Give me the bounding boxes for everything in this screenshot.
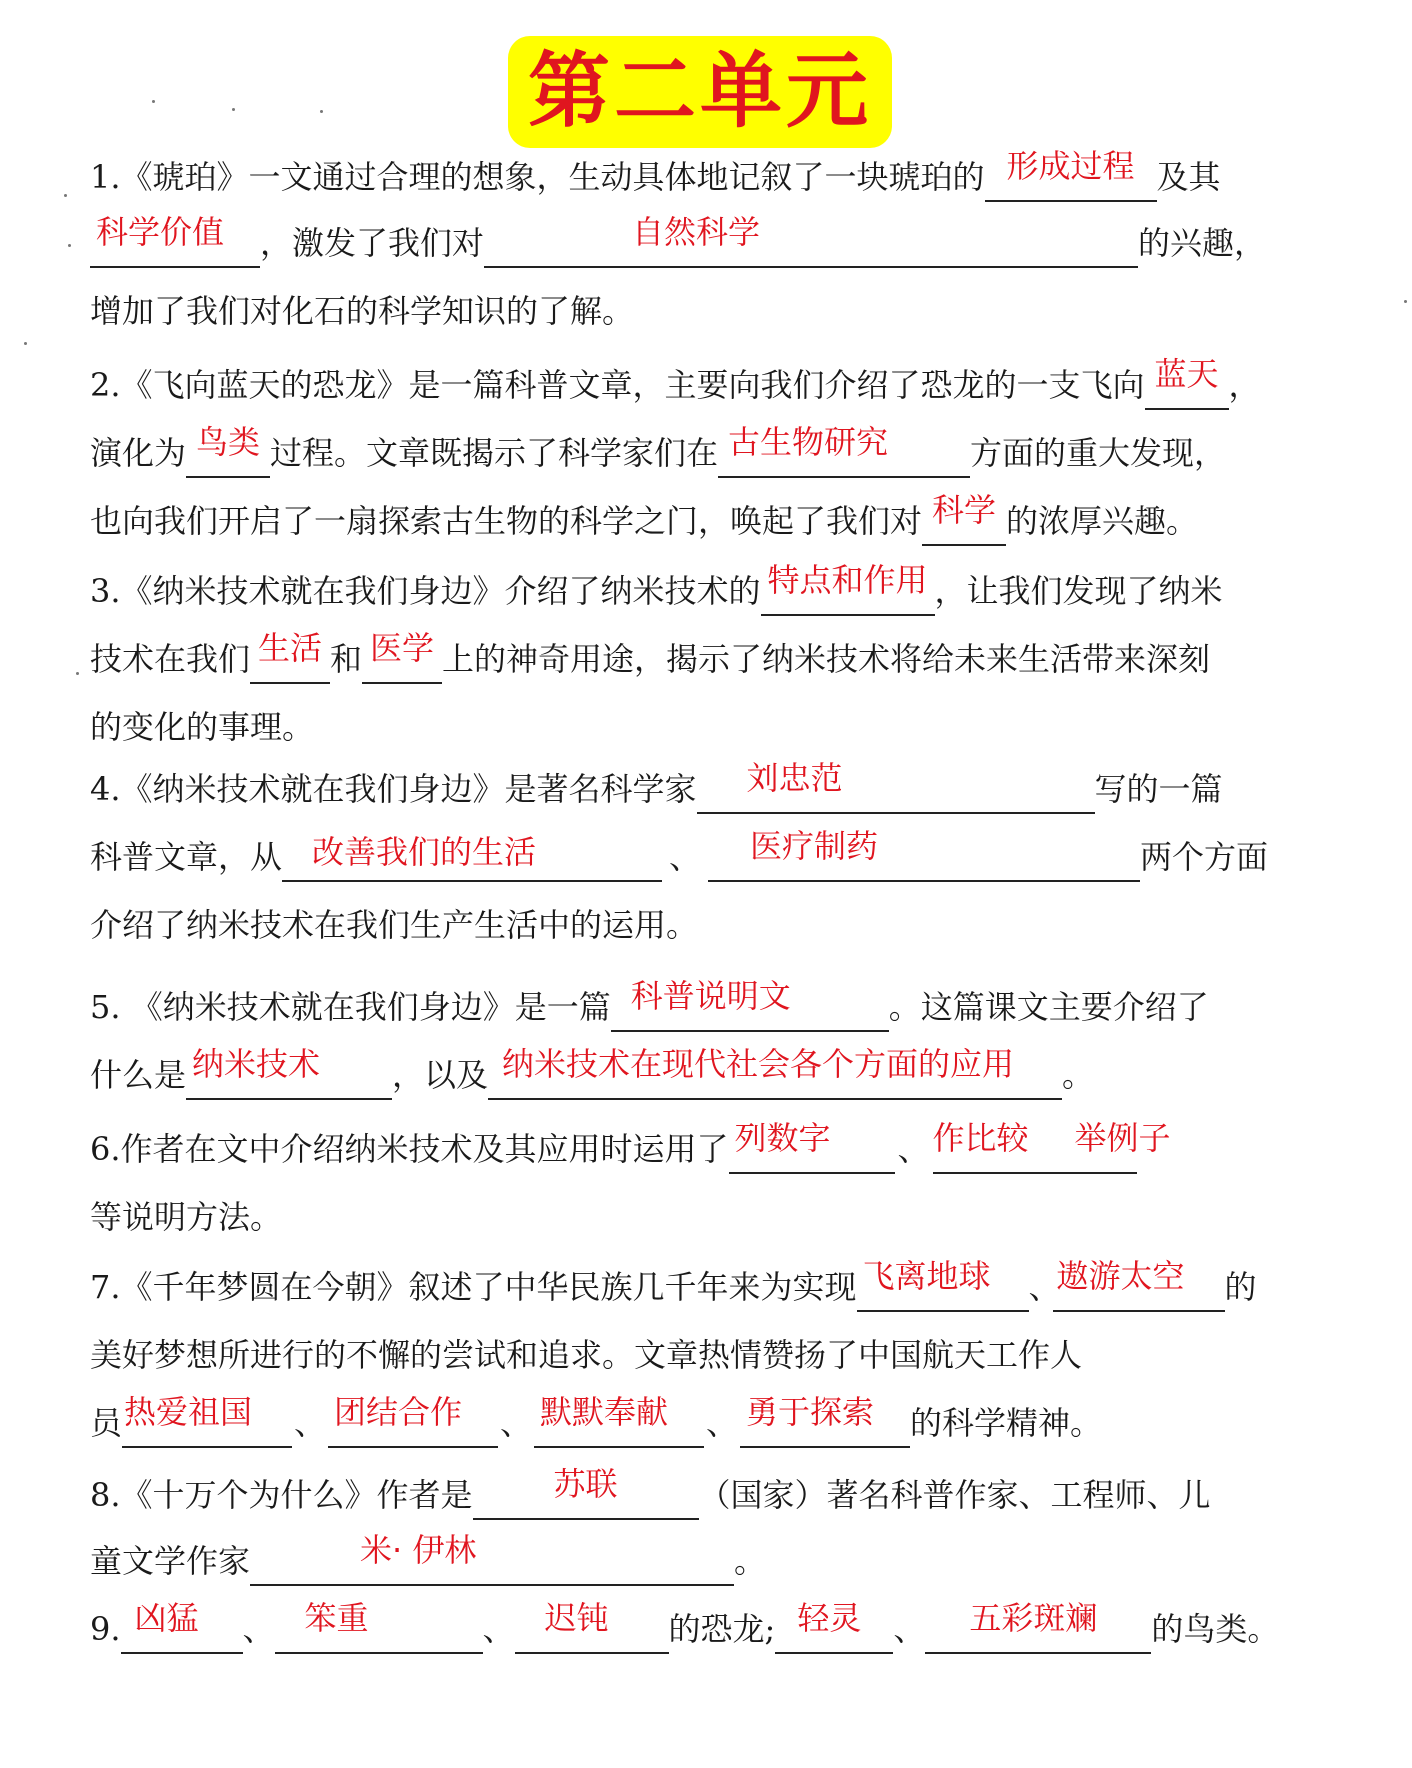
- q9-blank-1[interactable]: [121, 1599, 243, 1654]
- q5-line-2: [90, 1045, 1095, 1100]
- q3-text-c: 技术在我们: [90, 640, 251, 678]
- q4-line-2: [90, 827, 1269, 882]
- q4-text-f: 介绍了纳米技术在我们生产生活中的运用。: [90, 906, 699, 944]
- q7-blank-4[interactable]: [328, 1393, 498, 1448]
- speck: [76, 672, 79, 675]
- q1-answer-1: 形成过程: [1006, 147, 1135, 185]
- q9-blank-4[interactable]: [775, 1599, 893, 1654]
- q4-blank-2[interactable]: [282, 832, 662, 882]
- q2-text-e: 方面的重大发现，: [970, 434, 1227, 472]
- q6-text-b: 、: [897, 1130, 930, 1168]
- speck: [320, 110, 323, 113]
- q8-text-d: 。: [734, 1542, 767, 1580]
- q8-line-2: [90, 1531, 767, 1586]
- q7-answer-3: 热爱祖国: [124, 1393, 253, 1431]
- q5-blank-1[interactable]: [611, 977, 889, 1032]
- q5-answer-2: 纳米技术: [192, 1045, 321, 1083]
- q7-text-a: 7.《千年梦圆在今朝》叙述了中华民族几千年来为实现: [90, 1268, 857, 1306]
- q4-text-e: 两个方面: [1140, 838, 1269, 876]
- q1-text-a: 1.《琥珀》一文通过合理的想象，生动具体地记叙了一块琥珀的: [90, 158, 985, 196]
- q8-line-1: [90, 1465, 1211, 1520]
- q6-blank-2[interactable]: [932, 1119, 1171, 1174]
- q5-text-a: 5. 《纳米技术就在我们身边》是一篇: [90, 988, 611, 1026]
- q2-text-g: 的浓厚兴趣。: [1006, 502, 1199, 540]
- q2-line-3: [90, 491, 1199, 546]
- q3-answer-3: 医学: [370, 629, 435, 667]
- q9-blank-5[interactable]: [925, 1599, 1151, 1654]
- q6-answer-3: 举例子: [1074, 1119, 1171, 1157]
- q2-text-d: 过程。文章既揭示了科学家们在: [270, 434, 719, 472]
- q7-line-1: [90, 1257, 1257, 1312]
- q1-line-2: [90, 213, 1267, 268]
- q9-text-f: 的鸟类。: [1151, 1610, 1280, 1648]
- q3-text-f: 的变化的事理。: [90, 708, 315, 746]
- q4-answer-1: 刘忠范: [746, 759, 843, 797]
- q1-text-b: 及其: [1156, 158, 1221, 196]
- q4-blank-3[interactable]: [708, 827, 1140, 882]
- q5-answer-3: 纳米技术在现代社会各个方面的应用: [502, 1045, 1015, 1083]
- q4-line-1: [90, 759, 1223, 814]
- q1-blank-2[interactable]: [90, 213, 260, 268]
- q7-answer-5: 默默奉献: [540, 1393, 669, 1431]
- q9-answer-1: 凶猛: [134, 1599, 199, 1637]
- q3-answer-1: 特点和作用: [767, 561, 928, 599]
- q2-text-f: 也向我们开启了一扇探索古生物的科学之门，唤起了我们对: [90, 502, 923, 540]
- q8-text-b: （国家）著名科普作家、工程师、儿: [698, 1476, 1211, 1514]
- q4-text-b: 写的一篇: [1094, 770, 1223, 808]
- q8-answer-2: 米· 伊林: [360, 1531, 477, 1569]
- q6-line-2: [90, 1192, 282, 1242]
- q7-text-b: 、: [1028, 1268, 1061, 1306]
- q9-text-c: 、: [482, 1610, 515, 1648]
- q9-line-1: [90, 1599, 1280, 1654]
- q7-text-e: 员: [90, 1404, 123, 1442]
- q7-blank-3[interactable]: [122, 1393, 292, 1448]
- page-title: 第二单元: [527, 44, 872, 139]
- q7-blank-2[interactable]: [1053, 1257, 1225, 1312]
- q3-line-2: [90, 629, 1211, 684]
- q5-line-1: [90, 977, 1209, 1032]
- q7-blank-5[interactable]: [534, 1393, 704, 1448]
- q4-text-a: 4.《纳米技术就在我们身边》是著名科学家: [90, 770, 697, 808]
- q2-blank-2[interactable]: [186, 423, 270, 478]
- q9-answer-4: 轻灵: [797, 1599, 862, 1637]
- q7-text-c: 的: [1224, 1268, 1257, 1306]
- q7-answer-2: 遨游太空: [1056, 1257, 1185, 1295]
- q2-text-b: ，: [1228, 366, 1261, 404]
- q2-text-a: 2.《飞向蓝天的恐龙》是一篇科普文章，主要向我们介绍了恐龙的一支飞向: [90, 366, 1145, 404]
- q7-blank-1[interactable]: [857, 1257, 1029, 1312]
- q7-answer-1: 飞离地球: [862, 1257, 991, 1295]
- q9-text-b: 、: [242, 1610, 275, 1648]
- q3-text-b: ，让我们发现了纳米: [934, 572, 1223, 610]
- q5-answer-1: 科普说明文: [630, 977, 791, 1015]
- q2-blank-4[interactable]: [922, 491, 1006, 546]
- q3-blank-3[interactable]: [362, 629, 442, 684]
- q4-answer-2: 改善我们的生活: [312, 833, 537, 871]
- q5-text-b: 。这篇课文主要介绍了: [888, 988, 1209, 1026]
- q5-text-e: 。: [1062, 1056, 1095, 1094]
- q5-text-d: ，以及: [392, 1056, 489, 1094]
- q3-text-d: 和: [330, 640, 363, 678]
- q3-text-e: 上的神奇用途，揭示了纳米技术将给未来生活带来深刻: [442, 640, 1211, 678]
- q9-blank-2[interactable]: [275, 1599, 483, 1654]
- speck: [24, 342, 27, 345]
- q5-text-c: 什么是: [90, 1056, 187, 1094]
- q2-line-1: [90, 355, 1261, 410]
- q7-line-3: [90, 1393, 1103, 1448]
- q1-text-e: 增加了我们对化石的科学知识的了解。: [90, 292, 635, 330]
- q3-answer-2: 生活: [258, 629, 323, 667]
- q6-answer-2: 作比较: [932, 1119, 1029, 1157]
- q9-text-d: 的恐龙;: [668, 1610, 776, 1648]
- q6-answer-1: 列数字: [734, 1119, 831, 1157]
- q2-answer-2: 鸟类: [196, 423, 261, 461]
- q1-line-1: [90, 147, 1221, 202]
- speck: [64, 194, 67, 197]
- q7-line-2: [90, 1330, 1082, 1380]
- q5-blank-3[interactable]: [488, 1045, 1062, 1100]
- q7-answer-6: 勇于探索: [746, 1393, 875, 1431]
- q1-blank-3[interactable]: [484, 213, 1138, 268]
- q6-text-c: 等说明方法。: [90, 1198, 283, 1236]
- q6-line-1: [90, 1119, 1171, 1174]
- q7-text-i: 的科学精神。: [910, 1404, 1103, 1442]
- q6-blank-1[interactable]: [729, 1119, 895, 1174]
- q7-blank-6[interactable]: [740, 1393, 910, 1448]
- q9-text-a: 9.: [90, 1610, 121, 1648]
- speck: [152, 100, 155, 103]
- q9-answer-3: 迟钝: [544, 1599, 609, 1637]
- q3-line-3: [90, 702, 314, 752]
- q4-text-d: 、: [669, 838, 702, 876]
- q2-blank-3[interactable]: [718, 423, 970, 478]
- q8-text-a: 8.《十万个为什么》作者是: [90, 1476, 473, 1514]
- q1-answer-2: 科学价值: [96, 213, 225, 251]
- q7-text-h: 、: [706, 1404, 739, 1442]
- q4-blank-1[interactable]: [697, 759, 1095, 814]
- q7-text-d: 美好梦想所进行的不懈的尝试和追求。文章热情赞扬了中国航天工作人: [90, 1336, 1083, 1374]
- q9-text-e: 、: [893, 1610, 926, 1648]
- q1-text-d: 的兴趣，: [1138, 224, 1267, 262]
- q2-answer-1: 蓝天: [1154, 355, 1219, 393]
- q4-answer-3: 医疗制药: [750, 827, 879, 865]
- q3-line-1: [90, 561, 1223, 616]
- speck: [232, 108, 235, 111]
- q3-blank-1[interactable]: [761, 561, 935, 616]
- q7-answer-4: 团结合作: [334, 1393, 463, 1431]
- q2-line-2: [90, 423, 1227, 478]
- q3-text-a: 3.《纳米技术就在我们身边》介绍了纳米技术的: [90, 572, 761, 610]
- q1-answer-3: 自然科学: [632, 213, 761, 251]
- q1-line-3: [90, 286, 634, 336]
- q8-blank-2[interactable]: [250, 1531, 734, 1586]
- q6-text-a: 6.作者在文中介绍纳米技术及其应用时运用了: [90, 1130, 729, 1168]
- q1-text-c: ，激发了我们对: [260, 224, 485, 262]
- q4-text-c: 科普文章，从: [90, 838, 283, 876]
- q9-answer-2: 笨重: [304, 1599, 369, 1637]
- q2-answer-4: 科学: [932, 491, 997, 529]
- q2-text-c: 演化为: [90, 434, 187, 472]
- q4-line-3: [90, 900, 698, 950]
- q5-blank-2[interactable]: [186, 1045, 392, 1100]
- q9-blank-3[interactable]: [515, 1599, 669, 1654]
- speck: [1404, 300, 1407, 303]
- q7-text-g: 、: [500, 1404, 533, 1442]
- q1-blank-1[interactable]: [985, 147, 1157, 202]
- q7-text-f: 、: [294, 1404, 327, 1442]
- q3-blank-2[interactable]: [250, 629, 330, 684]
- q2-blank-1[interactable]: [1145, 355, 1229, 410]
- q8-blank-1[interactable]: [473, 1465, 699, 1520]
- q8-answer-1: 苏联: [553, 1465, 618, 1503]
- q2-answer-3: 古生物研究: [728, 423, 889, 461]
- q8-text-c: 童文学作家: [90, 1542, 251, 1580]
- title-highlight: [508, 36, 892, 148]
- q9-answer-5: 五彩斑斓: [969, 1599, 1098, 1637]
- speck: [68, 244, 71, 247]
